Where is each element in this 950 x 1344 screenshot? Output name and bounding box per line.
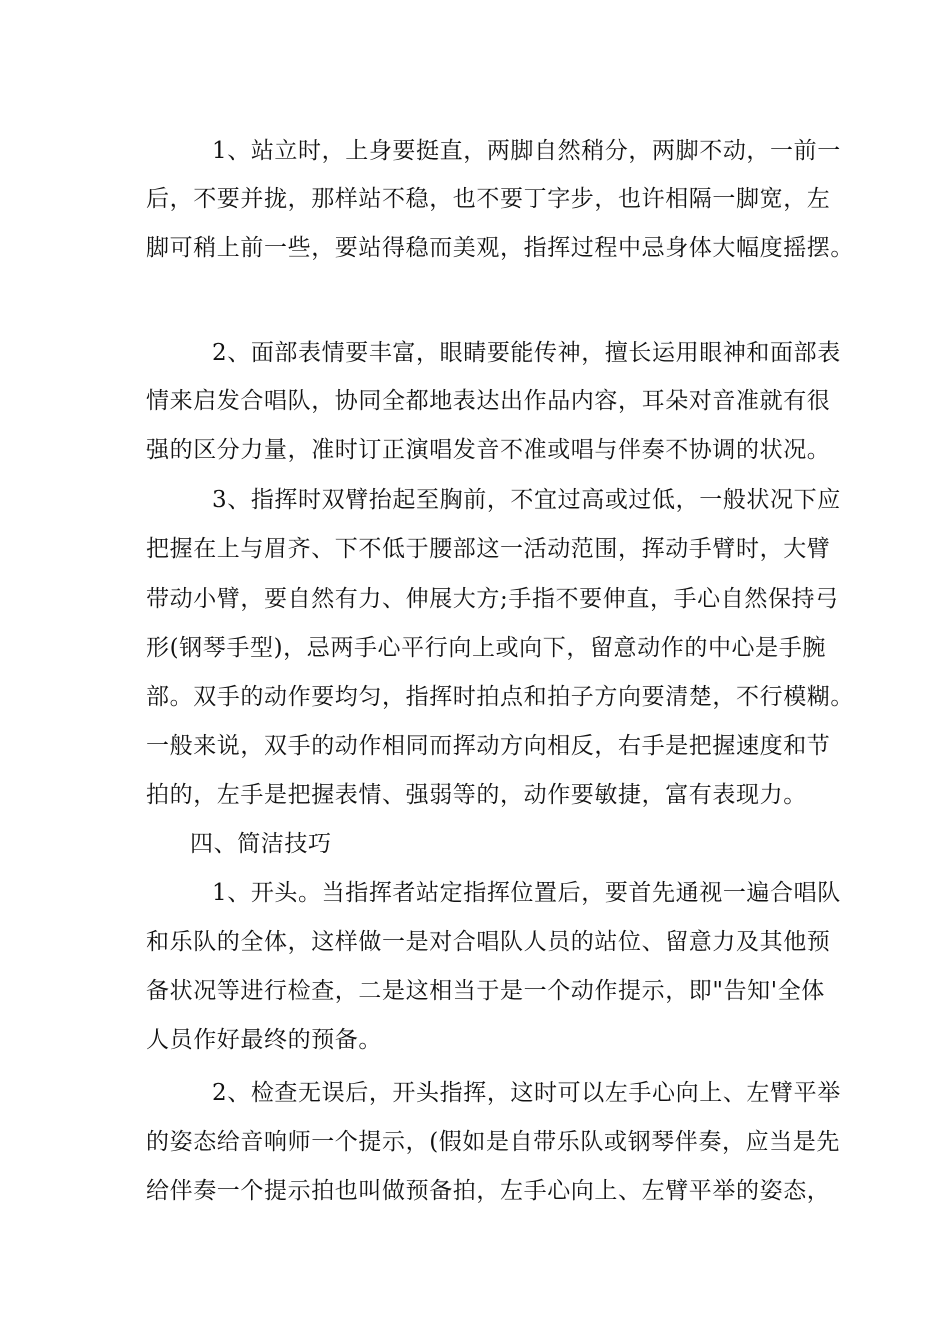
paragraph-5-line-1: 2、检查无误后，开头指挥，这时可以左手心向上、左臂平举	[212, 1080, 841, 1106]
paragraph-4-line-1: 1、开头。当指挥者站定指挥位置后，要首先通视一遍合唱队	[212, 880, 841, 906]
paragraph-4-line-4: 人员作好最终的预备。	[146, 1027, 382, 1053]
paragraph-1-line-1: 1、站立时，上身要挺直，两脚自然稍分，两脚不动，一前一	[212, 138, 841, 164]
paragraph-3-line-5: 部。双手的动作要均匀，指挥时拍点和拍子方向要清楚，不行模糊。	[146, 684, 854, 710]
paragraph-4-line-2: 和乐队的全体，这样做一是对合唱队人员的站位、留意力及其他预	[146, 929, 831, 955]
paragraph-3-line-3: 带动小臂，要自然有力、伸展大方;手指不要伸直，手心自然保持弓	[146, 586, 839, 612]
paragraph-3-line-7: 拍的，左手是把握表情、强弱等的，动作要敏捷，富有表现力。	[146, 782, 807, 808]
paragraph-1-line-3: 脚可稍上前一些，要站得稳而美观，指挥过程中忌身体大幅度摇摆。	[146, 235, 854, 261]
paragraph-2-line-3: 强的区分力量，准时订正演唱发音不准或唱与伴奏不协调的状况。	[146, 437, 831, 463]
paragraph-3-line-4: 形(钢琴手型)，忌两手心平行向上或向下，留意动作的中心是手腕	[146, 635, 826, 661]
section-heading: 四、简洁技巧	[190, 831, 332, 857]
paragraph-5-line-2: 的姿态给音响师一个提示，(假如是自带乐队或钢琴伴奏，应当是先	[146, 1129, 840, 1155]
paragraph-1-line-2: 后，不要并拢，那样站不稳，也不要丁字步，也许相隔一脚宽，左	[146, 186, 831, 212]
paragraph-3-line-2: 把握在上与眉齐、下不低于腰部这一活动范围，挥动手臂时，大臂	[146, 536, 831, 562]
paragraph-3-line-6: 一般来说，双手的动作相同而挥动方向相反，右手是把握速度和节	[146, 733, 831, 759]
paragraph-5-line-3: 给伴奏一个提示拍也叫做预备拍，左手心向上、左臂平举的姿态，	[146, 1178, 831, 1204]
paragraph-2-line-1: 2、面部表情要丰富，眼睛要能传神，擅长运用眼神和面部表	[212, 340, 841, 366]
paragraph-2-line-2: 情来启发合唱队，协同全都地表达出作品内容，耳朵对音准就有很	[146, 388, 831, 414]
paragraph-4-line-3: 备状况等进行检查，二是这相当于是一个动作提示，即"告知'全体	[146, 978, 825, 1004]
paragraph-3-line-1: 3、指挥时双臂抬起至胸前，不宜过高或过低，一般状况下应	[212, 487, 841, 513]
